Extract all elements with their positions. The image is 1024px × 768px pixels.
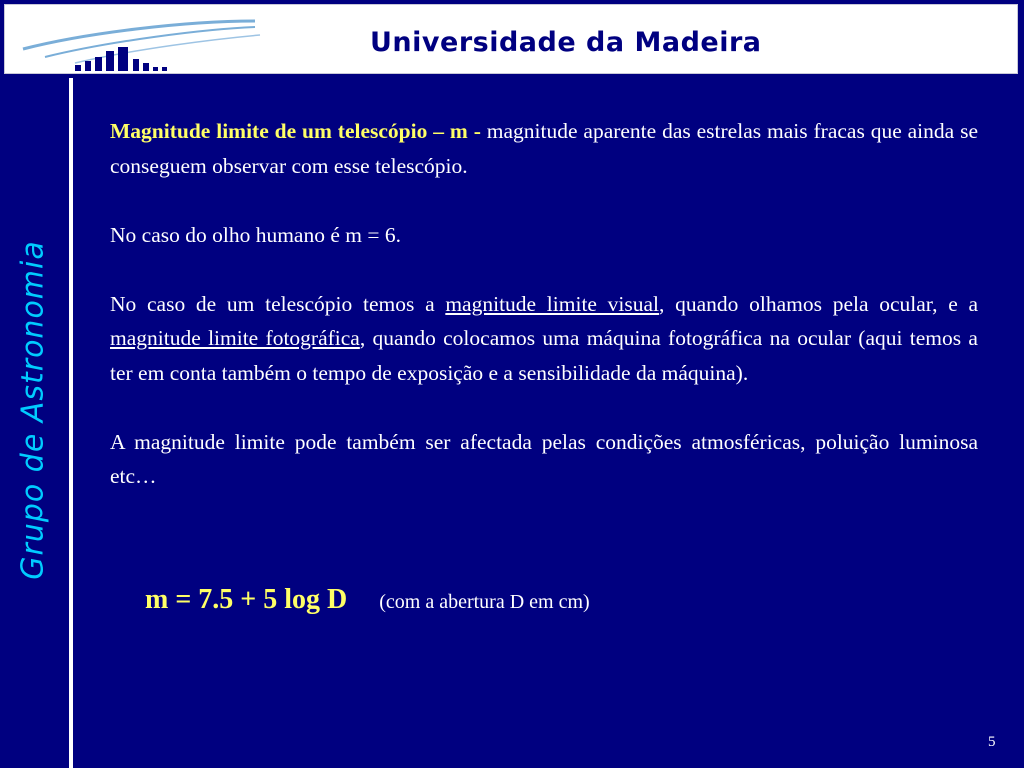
sidebar	[0, 200, 66, 620]
telescope-text-3: , quando colocamos uma máquina fotográfica na ocular (aqui temos a ter em conta também o tempo de exposição e a sensibilidade da máquina).	[110, 326, 978, 385]
header-bar	[4, 4, 1018, 74]
human-eye-paragraph: No caso do olho humano é m = 6.	[110, 222, 401, 247]
slide-body	[110, 114, 978, 528]
university-logo	[15, 15, 265, 75]
telescope-text-1: No caso de um telescópio temos a	[110, 291, 446, 316]
photographic-limit-term: magnitude limite fotográfica	[110, 326, 360, 350]
telescope-text-2: , quando olhamos pela ocular, e a	[659, 291, 978, 316]
formula-row	[145, 584, 590, 616]
definition-paragraph	[110, 114, 978, 183]
definition-text: magnitude aparente das estrelas mais fracas que ainda se conseguem observar com esse telescópio.	[110, 119, 978, 178]
visual-limit-term: magnitude limite visual	[445, 291, 660, 316]
formula: m = 7.5 + 5 log D	[145, 584, 348, 615]
formula-note: (com a abertura D em cm)	[379, 591, 590, 613]
sidebar-label: Grupo de Astronomia	[15, 240, 51, 580]
page-number: 5	[988, 734, 996, 750]
sidebar-divider	[69, 78, 73, 768]
definition-term: Magnitude limite de um telescópio – m -	[110, 119, 481, 143]
telescope-paragraph	[110, 287, 978, 391]
university-title: Universidade da Madeira	[370, 27, 762, 58]
atmosphere-paragraph: A magnitude limite pode também ser afectada pelas condições atmosféricas, poluição luminosa etc…	[110, 429, 978, 488]
